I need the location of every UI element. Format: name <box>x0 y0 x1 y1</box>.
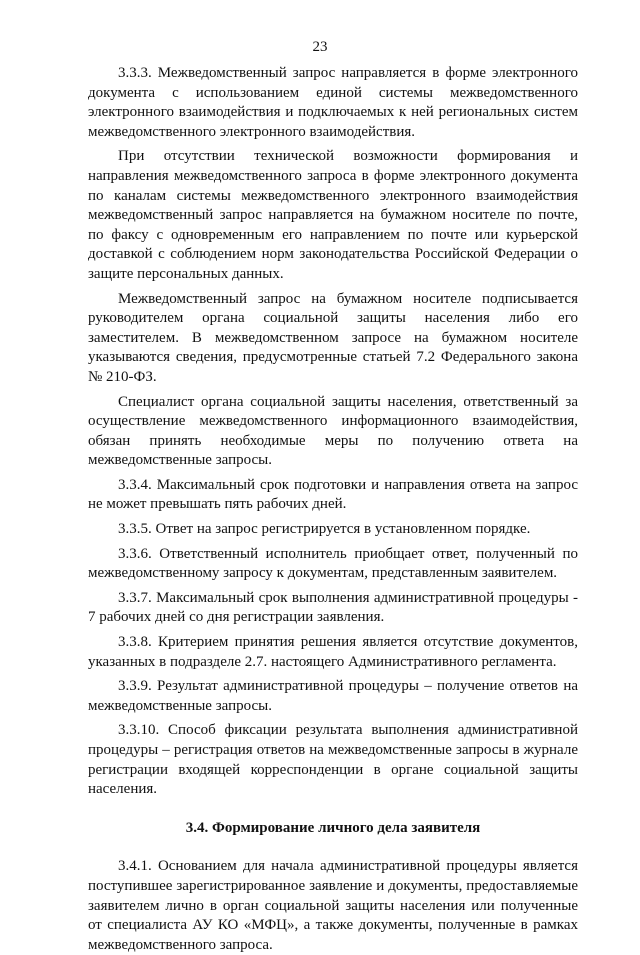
paragraph-3-3-3: 3.3.3. Межведомственный запрос направляется в форме электронного документа с использованием единой системы межведомственного электронного взаимодействия и подключаемых к ней региональных систем межведомственного электронного взаимодействия. <box>88 65 578 140</box>
paragraph-3-3-4: 3.3.4. Максимальный срок подготовки и направления ответа на запрос не может превышать пять рабочих дней. <box>88 476 578 513</box>
paragraph-3-3-10: 3.3.10. Способ фиксации результата выполнения административной процедуры – регистрация ответов на межведомственные запросы в журнале регистрации входящей корреспонденции в органе социальной защиты населения. <box>88 722 578 798</box>
document-body <box>88 64 578 955</box>
section-heading: 3.4. Формирование личного дела заявителя <box>185 819 481 836</box>
paragraph-3-3-5: 3.3.5. Ответ на запрос регистрируется в установленном порядке. <box>118 521 531 538</box>
paragraph-3-3-9: 3.3.9. Результат административной процедуры – получение ответов на межведомственные запросы. <box>88 678 578 714</box>
paragraph-3-3-8: 3.3.8. Критерием принятия решения является отсутствие документов, указанных в подразделе 2.7. настоящего Административного регламента. <box>88 634 578 670</box>
paragraph-3-3-7: 3.3.7. Максимальный срок выполнения административной процедуры - 7 рабочих дней со дня регистрации заявления. <box>88 589 578 626</box>
paragraph-specialist: Специалист органа социальной защиты населения, ответственный за осуществление межведомственного информационного взаимодействия, обязан принять необходимые меры по получению ответа на межведомственные запросы. <box>88 393 578 469</box>
page-number: 23 <box>312 39 328 55</box>
paragraph-3-4-1: 3.4.1. Основанием для начала административной процедуры является поступившее зарегистрированное заявление и документы, предоставляемые заявителем лично в орган социальной защиты населения или полученные от специалиста АУ КО «МФЦ», а также документы, полученные в рамках межведомственного запроса. <box>88 858 578 953</box>
paragraph-no-technical-possibility: При отсутствии технической возможности формирования и направления межведомственного запроса в форме электронного документа по каналам системы межведомственного электронного взаимодействия межведомственный запрос направляется на бумажном носителе по почте, по факсу с одновременным его направлением по почте или курьерской доставкой с соблюдением норм законодательства Российской Федерации о защите персональных данных. <box>88 148 578 282</box>
paragraph-paper-request: Межведомственный запрос на бумажном носителе подписывается руководителем органа социальной защиты населения либо его заместителем. В межведомственном запросе на бумажном носителе указываются сведения, предусмотренные статьей 7.2 Федерального закона № 210-ФЗ. <box>88 290 578 385</box>
paragraph-3-3-6: 3.3.6. Ответственный исполнитель приобщает ответ, полученный по межведомственному запросу к документам, представленным заявителем. <box>88 545 578 582</box>
